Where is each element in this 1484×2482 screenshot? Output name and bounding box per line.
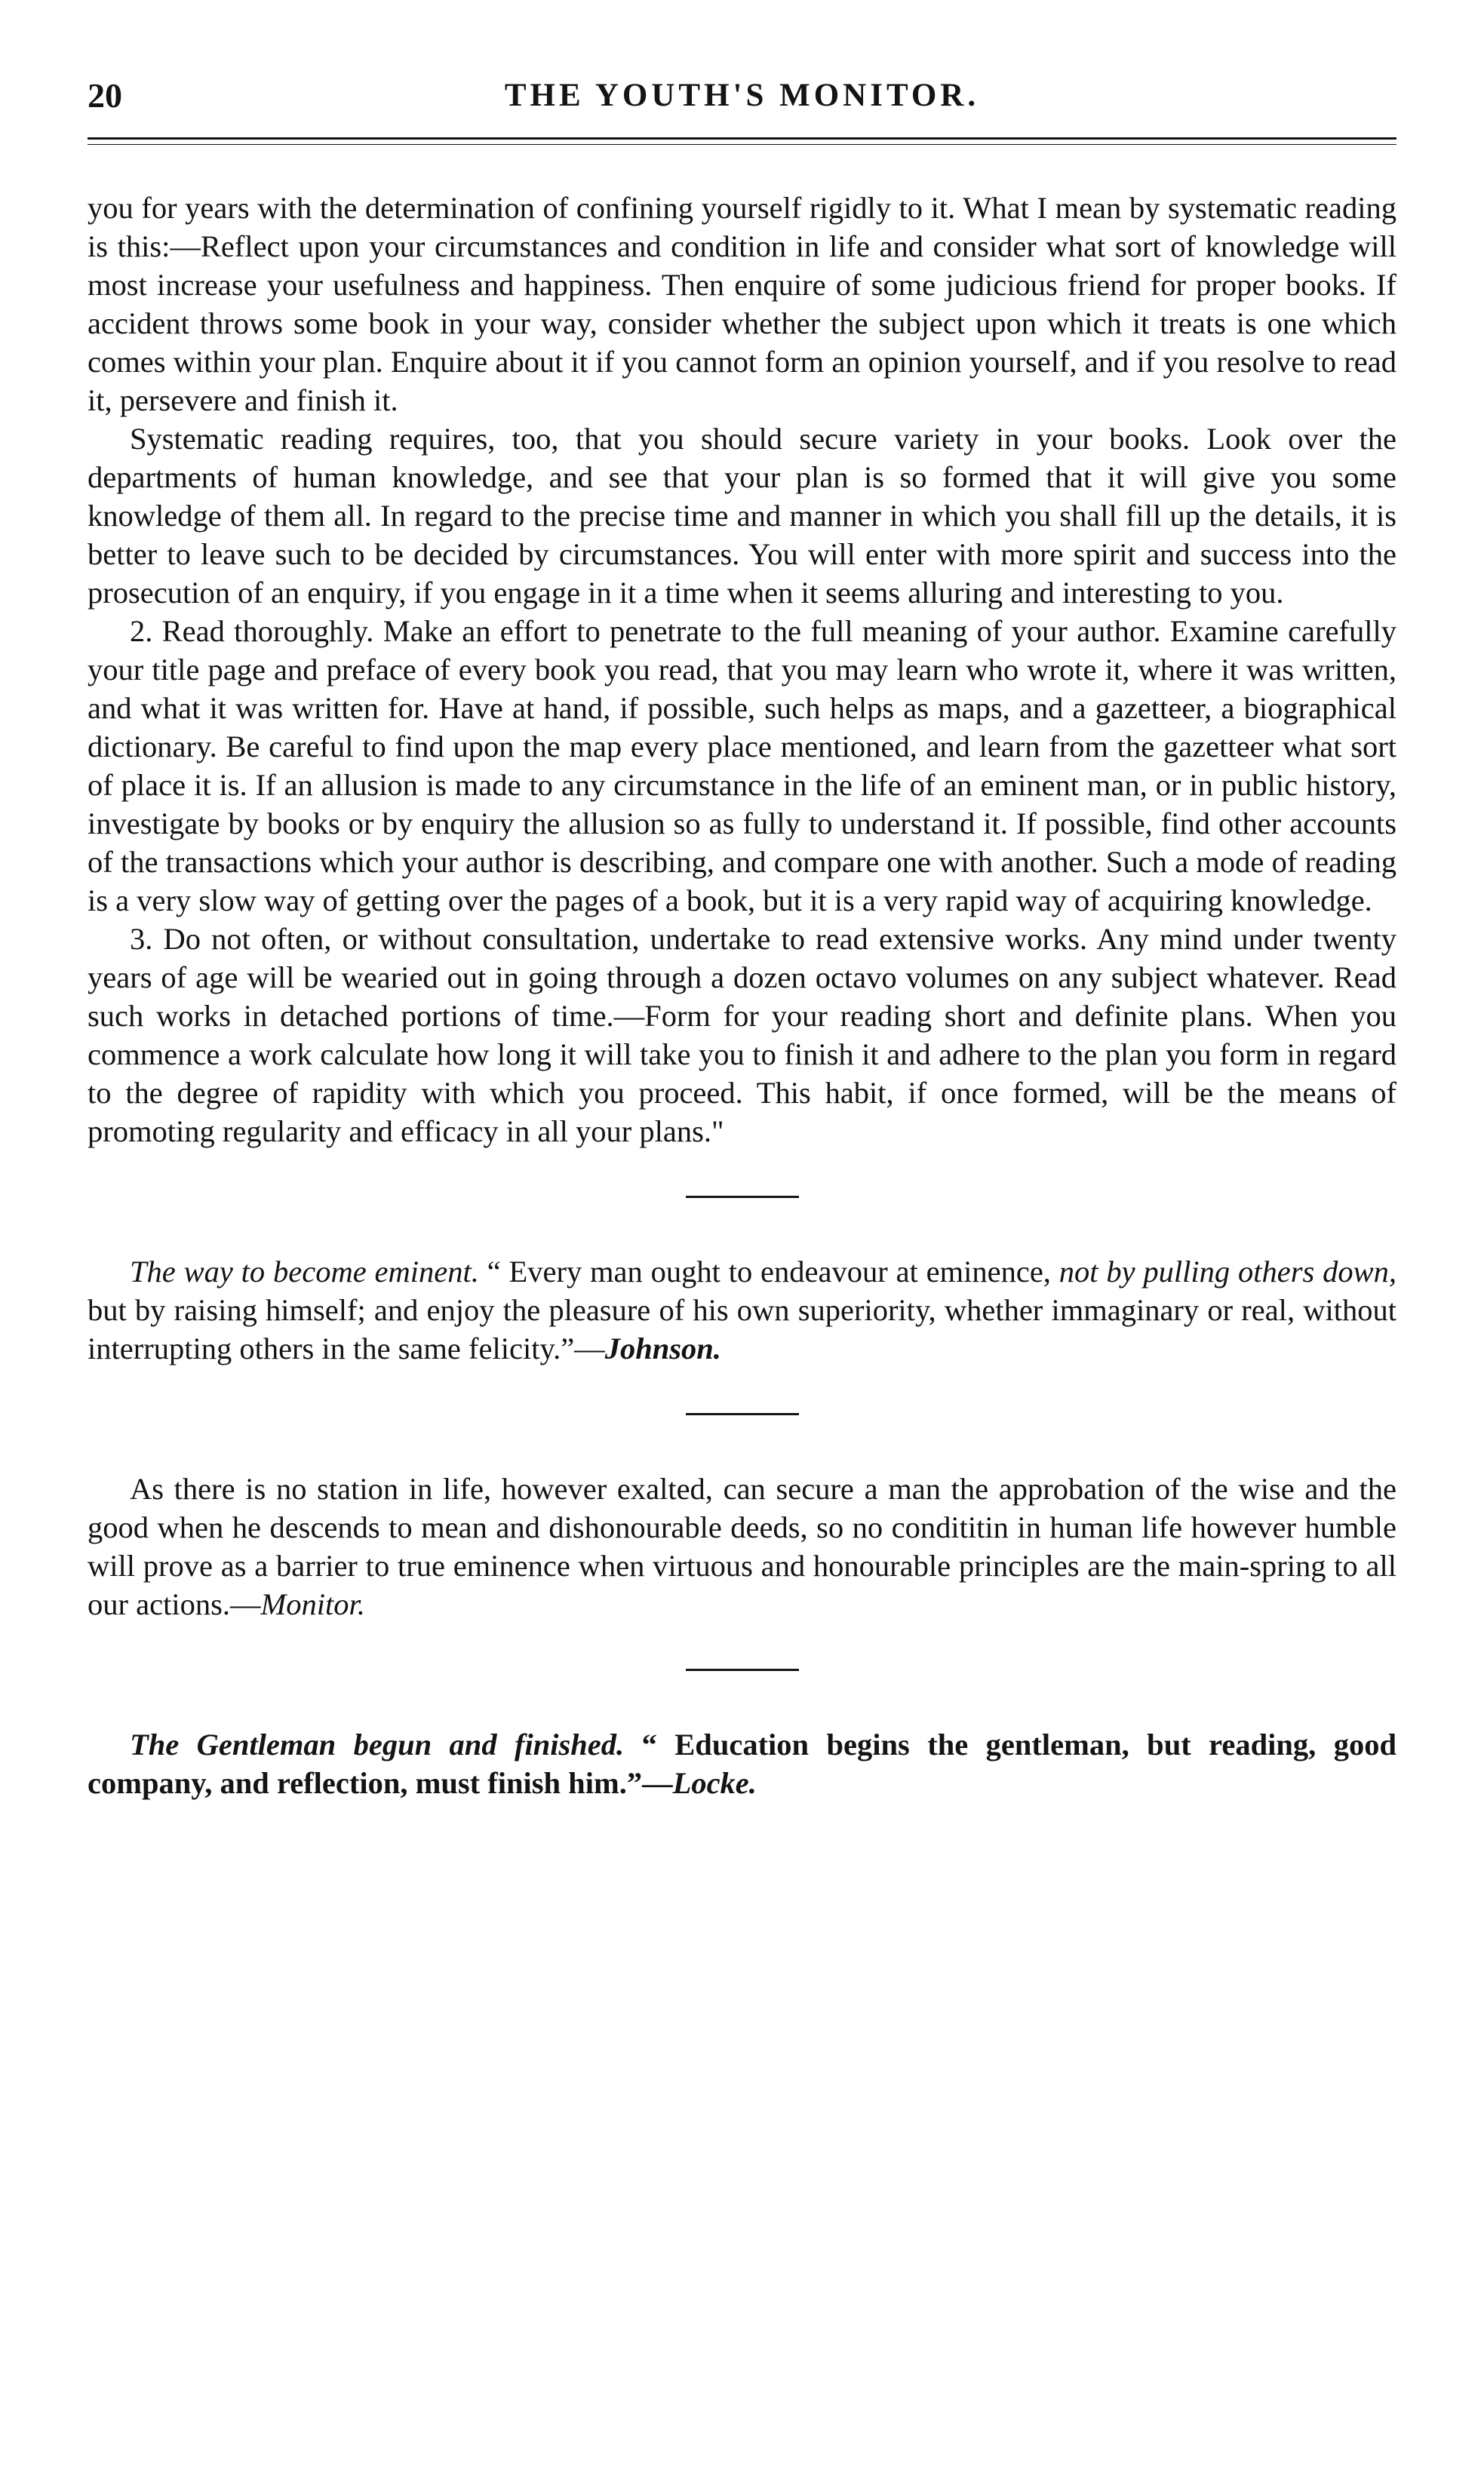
paragraph-extensive-works: 3. Do not often, or without consultation, undertake to read extensive works. Any mind under twenty years of age will be wearied out in going through a dozen octavo volumes on any subject whatever. Read such works in detached portions of time.—Form for your reading short and definite plans. When you commence a work calculate how long it will take you to finish it and adhere to the plan you form in regard to the degree of rapidity with which you proceed. This habit, if once formed, will be the means of promoting regularity and efficacy in all your plans." — [88, 922, 1396, 1148]
paragraph-read-thoroughly: 2. Read thoroughly. Make an effort to penetrate to the full meaning of your author. Examine carefully your title page and preface of every book you read, that you may learn who wrote it, where it was written, and what it was written for. Have at hand, if possible, such helps as maps, and a gazetteer, a biographical dictionary. Be careful to find upon the map every place mentioned, and learn from the gazetteer what sort of place it is. If an allusion is made to any circumstance in the life of an eminent man, or in public history, investigate by books or by enquiry the allusion so as fully to understand it. If possible, find other accounts of the transactions which your author is describing, and compare one with another. Such a mode of reading is a very slow way of getting over the pages of a book, but it is a very rapid way of acquiring knowledge. — [88, 614, 1396, 917]
section-divider — [686, 1196, 799, 1198]
paragraph-continued: you for years with the determination of confining yourself rigidly to it. What I mean by systematic reading is this:—Reflect upon your circumstances and condition in life and consider what sort of knowledge will most increase your usefulness and happiness. Then enquire of some judicious friend for proper books. If accident throws some book in your way, consider whether the subject upon which it treats is one which comes within your plan. Enquire about it if you cannot form an opinion yourself, and if you resolve to read it, persevere and finish it. — [88, 191, 1396, 417]
section-divider — [686, 1413, 799, 1415]
excerpt-attribution: Johnson. — [604, 1332, 721, 1365]
excerpt-attribution: Monitor. — [260, 1587, 365, 1621]
section-divider — [686, 1669, 799, 1671]
excerpt-italic-phrase: not by pulling others down, — [1058, 1255, 1396, 1289]
excerpt-text: but by raising himself; and enjoy the pleasure of his own superiority, whether immaginary or real, without interrupting others in the same felicity.”— — [88, 1293, 1396, 1365]
excerpt-text: As there is no station in life, however exalted, can secure a man the approbation of the wise and the good when he descends to mean and dishonourable deeds, so no condititin in human life however humble will prove as a barrier to true eminence when virtuous and honourable principles are the main-spring to all our actions.— — [88, 1472, 1396, 1621]
excerpt-become-eminent — [88, 1252, 1396, 1368]
header-double-rule — [88, 137, 1396, 145]
excerpt-no-station — [88, 1470, 1396, 1623]
excerpt-text: “ Every man ought to endeavour at eminence, — [478, 1255, 1059, 1289]
running-title: THE YOUTH'S MONITOR. — [504, 78, 980, 113]
running-head — [88, 75, 1396, 130]
excerpt-attribution: Locke. — [672, 1766, 757, 1800]
article-body — [88, 189, 1396, 1802]
excerpt-heading: The Gentleman begun and finished. — [130, 1728, 625, 1762]
excerpt-text: “ Education begins the gentleman, but reading, good company, and reflection, must finish him.”— — [88, 1728, 1396, 1800]
page-number: 20 — [88, 76, 122, 115]
excerpt-heading: The way to become eminent. — [130, 1255, 479, 1289]
excerpt-gentleman — [88, 1725, 1396, 1802]
paragraph-systematic-reading: Systematic reading requires, too, that you should secure variety in your books. Look over the departments of human knowledge, and see that your plan is so formed that it will give you some knowledge of them all. In regard to the precise time and manner in which you shall fill up the details, it is better to leave such to be decided by circumstances. You will enter with more spirit and success into the prosecution of an enquiry, if you engage in it a time when it seems alluring and interesting to you. — [88, 422, 1396, 610]
